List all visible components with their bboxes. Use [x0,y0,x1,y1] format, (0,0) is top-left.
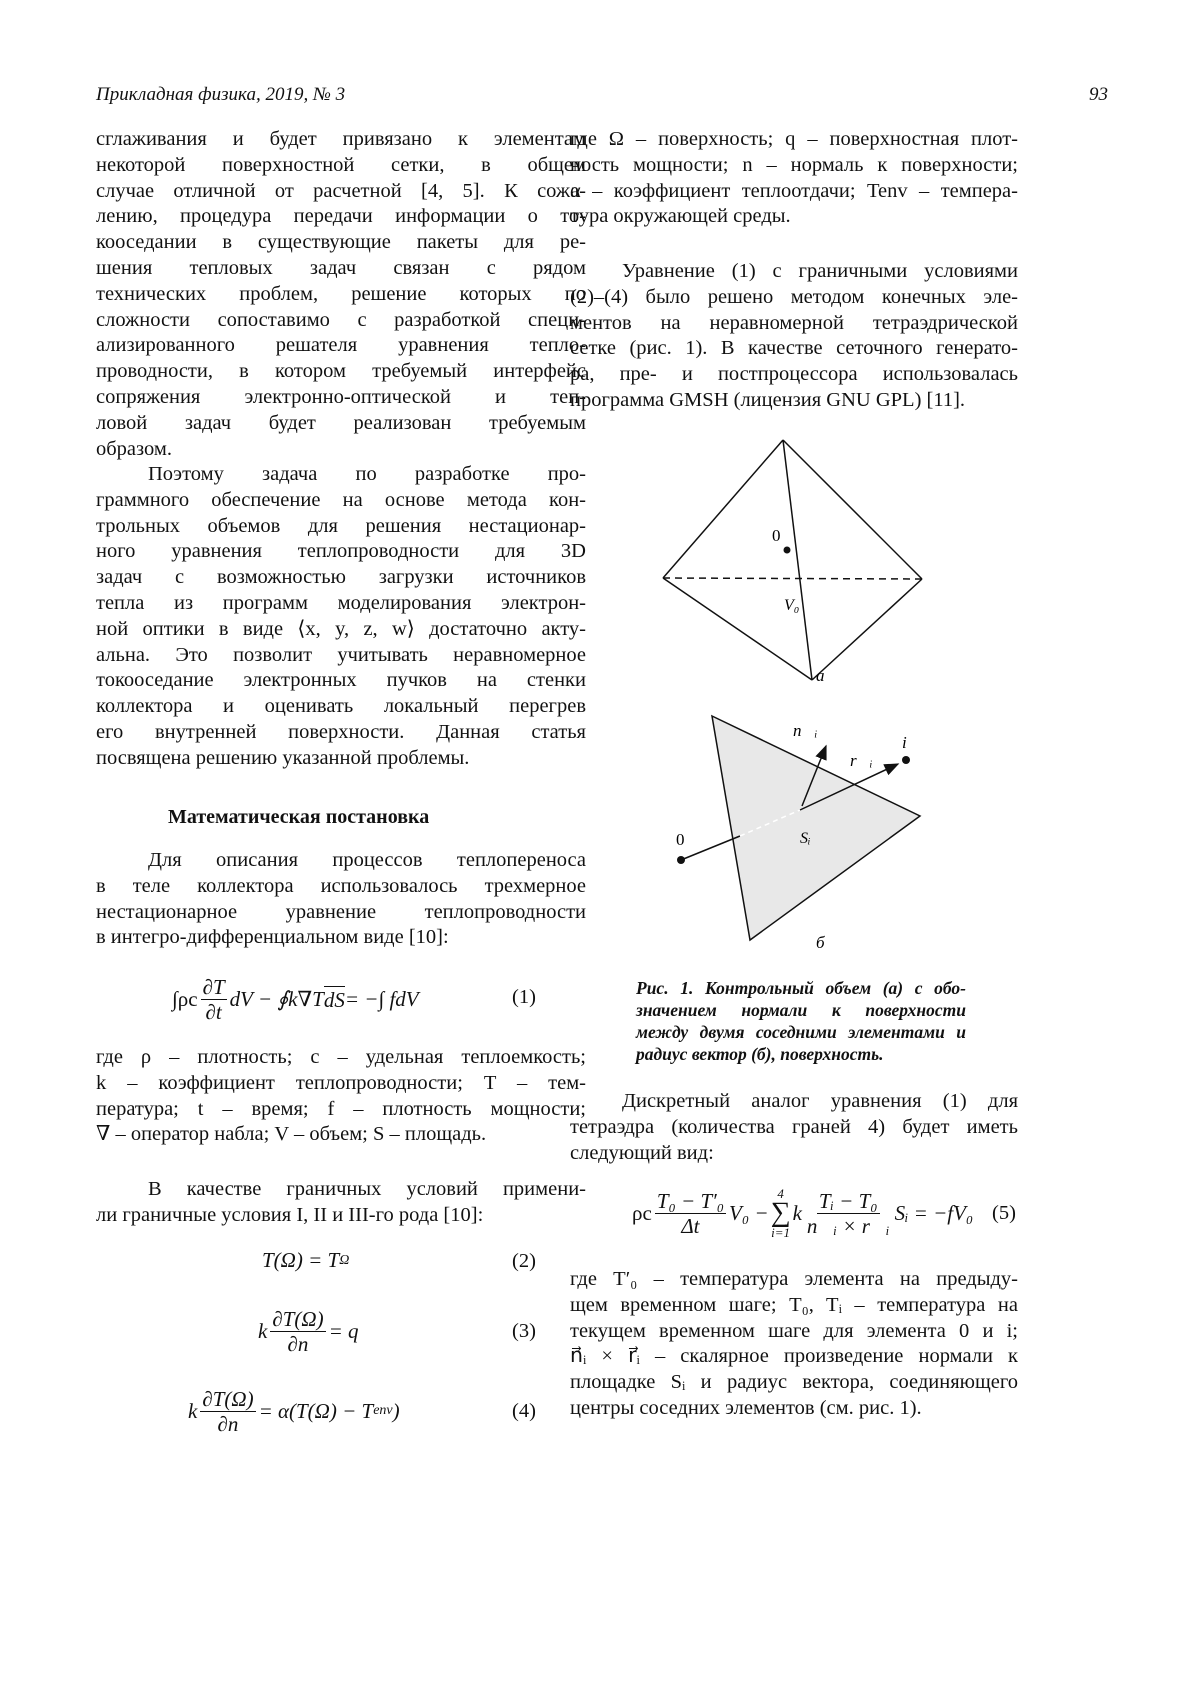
eq1-denominator: ∂t [203,1000,223,1024]
text-line: сетке (рис. 1). В качестве сеточного генерато- [570,336,1018,362]
text-line: Поэтому задача по разработке про- [96,462,586,488]
page-number: 93 [1089,84,1108,106]
text-line: трольных объемов для решения нестационар- [96,514,586,540]
text-line: где ρ – плотность; c – удельная теплоемкость; [96,1045,586,1071]
text-line: (2)–(4) было решено методом конечных эле- [570,285,1018,311]
fig-b-point-i-label: i [902,733,907,752]
eq1-part: = −∫ fdV [345,987,419,1012]
text-line: Уравнение (1) с граничными условиями [570,259,1018,285]
eq1-numerator: ∂T [201,975,227,1000]
eq3-denominator: ∂n [286,1332,311,1356]
figure-caption [636,977,966,1065]
text-line: сопряжения электронно-оптической и теп- [96,385,586,411]
text-line: в теле коллектора использовалось трехмерное [96,874,586,900]
eq2-subscript: Ω [339,1253,349,1269]
text-line: щем временном шаге; T₀, Tᵢ – температура на [570,1293,1018,1319]
fig-a-point-label: 0 [772,526,781,545]
eq4-denominator: ∂n [216,1412,241,1436]
text-line: где T′₀ – температура элемента на предыду- [570,1267,1018,1293]
text-line: задач с возможностью загрузки источников [96,565,586,591]
text-line: Дискретный аналог уравнения (1) для [570,1089,1018,1115]
text-line: коллектора и оценивать локальный перегрев [96,694,586,720]
fig-b-normal-label: n⃗ᵢ [793,721,817,740]
right-paragraph-4 [570,1267,1018,1422]
point-0 [677,856,685,864]
figure-stroke [663,578,922,579]
text-line: ловой задач будет реализован требуемым [96,411,586,437]
eq4-part: ) [393,1399,400,1424]
eq5-numerator-2: Tᵢ − T₀ [817,1189,880,1214]
eq5-denominator-1: Δt [679,1214,701,1238]
eq5-part: Sᵢ = −fV₀ [895,1201,974,1226]
figure-stroke [783,440,812,680]
figure-stroke [663,578,812,680]
text-line: значением нормали к поверхности [636,999,966,1021]
eq5-part: k [793,1201,802,1226]
text-line: тепла из программ моделирования электрон- [96,591,586,617]
text-line: образом. [96,437,586,463]
text-line: ной оптики в виде ⟨x, y, z, w⟩ достаточно акту- [96,617,586,643]
text-line: ализированного решателя уравнения тепло- [96,333,586,359]
text-line: ра, пре- и постпроцессора использовалась [570,362,1018,388]
sum-upper: 4 [777,1187,784,1200]
tetrahedron-diagram [663,440,922,680]
text-line: технических проблем, решение которых по [96,282,586,308]
fig-b-label: б [816,933,825,952]
text-line: шения тепловых задач связан с рядом [96,256,586,282]
text-line: некоторой поверхностной сетки, в общем [96,153,586,179]
text-line: n⃗ᵢ × r⃗ᵢ – скалярное произведение нормали к [570,1344,1018,1370]
figure-stroke [681,836,740,860]
text-line: ментов на неравномерной тетраэдрической [570,311,1018,337]
figure-stroke [812,579,922,680]
text-line: случае отличной от расчетной [4, 5]. К сожа- [96,179,586,205]
text-line: ность мощности; n – нормаль к поверхности; [570,153,1018,179]
equation-4-number: (4) [512,1400,536,1423]
eq2-text: T(Ω) = T [262,1248,339,1273]
fig-b-radius-label: r⃗ᵢ [850,751,873,770]
fig-b-surface-label: Sᵢ [800,830,811,847]
running-header-journal: Прикладная физика, 2019, № 3 [96,84,345,106]
text-line: в интегро-дифференциальном виде [10]: [96,925,586,951]
sum-lower: i=1 [771,1226,790,1239]
face-triangle [712,716,920,940]
eq1-part: dV − ∮k∇T [230,987,324,1012]
text-line: между двумя соседними элементами и [636,1021,966,1043]
point-i [902,756,910,764]
text-line: текущем временном шаге для элемента 0 и i; [570,1319,1018,1345]
center-point-0 [784,547,791,554]
text-line: сложности сопоставимо с разработкой специ- [96,308,586,334]
text-line: α – коэффициент теплоотдачи; Tenv – темпера- [570,179,1018,205]
text-line: граммного обеспечение на основе метода кон- [96,488,586,514]
eq5-numerator-1: T₀ − T′₀ [655,1189,726,1214]
text-line: тура окружающей среды. [570,204,1018,230]
eq4-numerator: ∂T(Ω) [200,1387,255,1412]
eq5-part: ρc [632,1201,652,1226]
equation-2-number: (2) [512,1250,536,1273]
eq1-vector: dS [324,986,345,1013]
text-line: Для описания процессов теплопереноса [96,848,586,874]
equation-5-number: (5) [992,1202,1016,1225]
right-paragraph-3 [570,1089,1018,1166]
text-line: пература; t – время; f – плотность мощности; [96,1097,586,1123]
text-line: следующий вид: [570,1141,1018,1167]
equation-3-number: (3) [512,1320,536,1343]
equation-1-number: (1) [512,986,536,1009]
sum-symbol: ∑ [771,1200,791,1226]
text-line: сглаживания и будет привязано к элементам [96,127,586,153]
eq4-part: = α(T(Ω) − T [259,1399,374,1424]
text-line: k – коэффициент теплопроводности; T – тем- [96,1071,586,1097]
text-line: токооседание электронных пучков на стенки [96,668,586,694]
text-line: площадке Sᵢ и радиус вектора, соединяющего [570,1370,1018,1396]
fig-a-volume-label: V₀ [784,597,799,614]
text-line: ного уравнения теплопроводности для 3D [96,539,586,565]
eq5-fraction-2 [805,1189,892,1238]
text-line: радиус вектор (б), поверхность. [636,1043,966,1065]
eq5-fraction-1 [655,1189,726,1238]
text-line: его внутренней поверхности. Данная статья [96,720,586,746]
text-line: нестационарное уравнение теплопроводности [96,900,586,926]
eq3-numerator: ∂T(Ω) [270,1307,325,1332]
figure-stroke [783,440,922,579]
text-line: где Ω – поверхность; q – поверхностная плот- [570,127,1018,153]
eq5-sum [771,1187,791,1239]
eq5-part: V₀ − [729,1201,769,1226]
text-line: центры соседних элементов (см. рис. 1). [570,1396,1018,1422]
eq3-part: k [258,1319,267,1344]
figure-1 [0,0,1200,1697]
text-line: тетраэдра (количества граней 4) будет иметь [570,1115,1018,1141]
eq4-part: k [188,1399,197,1424]
figure-stroke [663,440,783,578]
eq4-subscript: env [373,1403,392,1419]
text-line: В качестве граничных условий примени- [96,1177,586,1203]
text-line: посвящена решению указанной проблемы. [96,746,586,772]
text-line: программа GMSH (лицензия GNU GPL) [11]. [570,388,1018,414]
eq1-part: ∫ρc [172,987,198,1012]
text-line: ∇ – оператор набла; V – объем; S – площадь. [96,1122,586,1148]
eq3-part: = q [329,1319,359,1344]
text-line: лению, процедура передачи информации о то- [96,204,586,230]
eq5-denominator-2: n⃗ᵢ × r⃗ᵢ [805,1214,892,1238]
text-line: Рис. 1. Контрольный объем (а) с обо- [636,977,966,999]
text-line: проводности, в котором требуемый интерфейс [96,359,586,385]
fig-b-point0-label: 0 [676,830,685,849]
fig-a-label: а [816,666,825,685]
text-line: кооседании в существующие пакеты для ре- [96,230,586,256]
text-line: альна. Это позволит учитывать неравномерное [96,643,586,669]
equation-5 [632,1180,973,1246]
section-heading: Математическая постановка [168,806,429,829]
text-line: ли граничные условия I, II и III-го рода [10]: [96,1203,586,1229]
